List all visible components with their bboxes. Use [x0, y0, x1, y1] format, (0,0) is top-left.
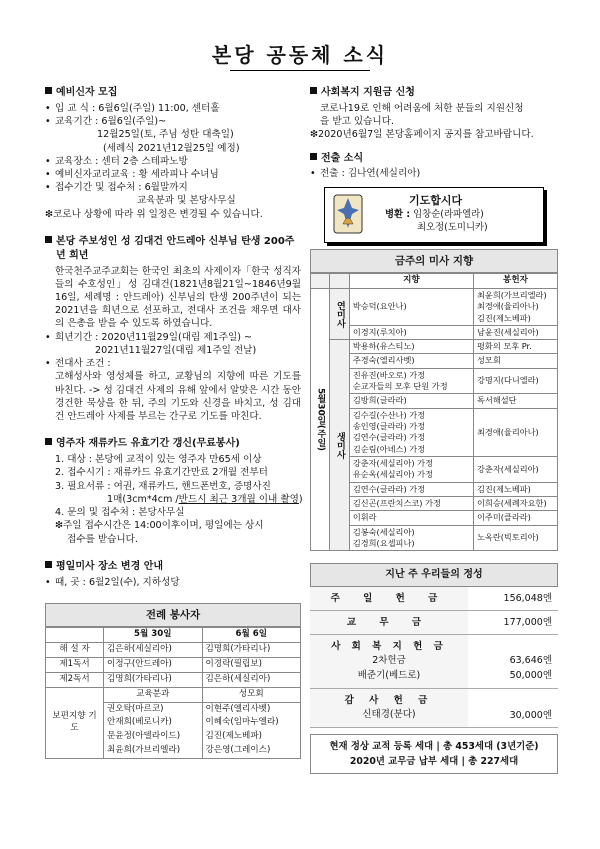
section-transfer: [310, 152, 558, 181]
table-cell: 제1독서: [46, 657, 104, 672]
offerer-cell: 성모회: [474, 354, 558, 368]
offering-table: [310, 587, 558, 728]
section-title: 영주자 재류카드 유효기간 갱신(무료봉사): [45, 437, 301, 451]
offering-value: 156,048엔: [468, 587, 558, 611]
offerer-cell: 노옥란(빅토리아): [474, 525, 558, 551]
registration-summary: 현재 정상 교적 등록 세대 | 총 453세대 (3년기준) 2020년 교무금 납부 세대 | 총 227세대: [310, 734, 558, 774]
prayer-names: 병환 : 임창순(라파엘라): [385, 208, 484, 220]
mass-date-cell: 5월30일(주일): [311, 288, 330, 550]
offerer-cell: 김진(제노베파): [474, 482, 558, 496]
offerer-cell: 강춘자(세실리아): [474, 456, 558, 482]
table-row: [310, 587, 558, 611]
section-welfare: [310, 86, 558, 142]
offerer-cell: 최경애(율리아나): [474, 408, 558, 456]
prayer-title: 기도합시다: [409, 193, 463, 207]
section-saint-jubilee: [45, 235, 301, 423]
intention-cell: 박승덕(요안나): [349, 288, 473, 325]
offerer-cell: 최윤희(가브리엘라) 최경애(율리아나) 김진(제노베파): [474, 288, 558, 325]
prayer-name: 최오정(도미니카): [417, 222, 488, 234]
intention-cell: 김신곤(프란치스코) 가정: [349, 496, 473, 510]
table-cell: 김은하(세실리아): [104, 643, 203, 658]
table-row: [311, 274, 558, 289]
table-title: 금주의 미사 지향: [310, 249, 558, 273]
table-row: [310, 635, 558, 689]
table-cell: 이정구(안드레아): [104, 657, 203, 672]
intention-cell: 진유진(바오로) 가정 순교자들의 모후 단원 가정: [349, 368, 473, 394]
table-header: 봉헌자: [474, 274, 558, 289]
offerer-cell: 강명지(다니엘라): [474, 368, 558, 394]
note: 접수를 받습니다.: [67, 533, 138, 545]
text-line: • 교육장소 : 센터 2층 스테파노방: [45, 155, 301, 168]
offering-label: 교 무 금: [310, 611, 468, 635]
text-line: 4. 문의 및 접수처 : 본당사무실: [55, 507, 185, 519]
text-line: • 전대사 조건 :: [45, 357, 301, 370]
table-row: [311, 288, 558, 325]
offering-label: 주 일 헌 금: [310, 587, 468, 611]
intention-cell: 이휘라: [349, 511, 473, 525]
intention-cell: 이경지(루치아): [349, 325, 473, 339]
intention-cell: 김연수(글라라) 가정: [349, 482, 473, 496]
text-line: 12월25일(토, 주님 성탄 대축일): [97, 129, 234, 141]
table-cell: 해 설 자: [46, 643, 104, 658]
offerer-cell: 이주미(클라라): [474, 511, 558, 525]
section-catechumen: [45, 86, 301, 221]
table-header: 6월 6일: [202, 628, 301, 643]
prayer-box: [324, 187, 544, 243]
text-line: • 예비신자교리교육 : 황 세라피나 수녀님: [45, 168, 301, 181]
offerer-cell: 이희승(세례자요한): [474, 496, 558, 510]
table-cell: 교육분과: [104, 687, 203, 702]
offering-value: 30,000엔: [468, 688, 558, 728]
intention-cell: 주경숙(엘리사벳): [349, 354, 473, 368]
square-bullet-icon: [310, 87, 317, 94]
table-row: [46, 672, 301, 687]
text-line: • 희년기간 : 2020년11월29일(대림 제1주일) ~: [45, 331, 301, 344]
text-line: 코로나19로 인해 어려움에 처한 분들의 지원신청: [320, 102, 524, 114]
square-bullet-icon: [45, 236, 52, 243]
left-column: [45, 86, 301, 759]
paragraph: 한국천주교주교회는 한국인 최초의 사제이자「한국 성직자들의 수호성인」성 김대건(1821년8월21일~1846년9월16일, 세례명 : 안드레아) 신부님의 탄생 200주년이 되는 2021년을 희년으로 선포하고, 전대사 조건을 채우면 대사의 은총을 받을 수 있도록 하였습니다.: [55, 265, 301, 330]
right-column: [310, 86, 558, 774]
text-line: 1. 대상 : 본당에 교적이 있는 영주자 만65세 이상: [55, 454, 262, 466]
text-line: • 입 교 식 : 6월6일(주일) 11:00, 센터홀: [45, 102, 301, 115]
offering-box: [310, 563, 558, 774]
text-line: 1매(3cm*4cm /반드시 최근 3개월 이내 촬영): [107, 493, 303, 505]
square-bullet-icon: [45, 87, 52, 94]
table-cell: 문윤정(아델라이드): [104, 730, 203, 744]
square-bullet-icon: [45, 561, 52, 568]
table-cell: 김진(제노베파): [202, 730, 301, 744]
table-cell: 보편지향 기 도: [46, 687, 104, 758]
mass-group-cell: 생미사: [330, 340, 349, 551]
text-line: 교육분과 및 본당사무실: [137, 195, 236, 207]
section-residence-card: [45, 437, 301, 545]
offerer-cell: 독서해설단: [474, 394, 558, 408]
mass-intention-box: [310, 249, 558, 552]
liturgy-table-box: [45, 603, 301, 759]
table-header: 5월 30일: [104, 628, 203, 643]
section-title: 예비신자 모집: [45, 86, 301, 100]
section-title: 평일미사 장소 변경 안내: [45, 560, 301, 574]
section-title: 전출 소식: [310, 152, 558, 166]
square-bullet-icon: [310, 153, 317, 160]
table-row: [46, 657, 301, 672]
table-row: [46, 628, 301, 643]
text-line: 3. 필요서류 : 여권, 재류카드, 핸드폰번호, 증명사진: [55, 480, 271, 492]
mass-intention-table: [310, 273, 558, 551]
table-row: [46, 643, 301, 658]
offering-value: 63,646엔 50,000엔: [468, 635, 558, 689]
table-cell: 김명희(가타리나): [104, 672, 203, 687]
paragraph: 고해성사와 영성체를 하고, 교황님의 지향에 따른 기도를 바친다. -> 성 김대건 사제의 유해 앞에서 알맞은 시간 동안 경건한 묵상을 한 뒤, 주의 기도와 신경을 바치고, 성 김대건 안드레아 사제를 부르는 간구로 기도를 마친다.: [55, 371, 301, 423]
table-cell: 이혜숙(임마누엘라): [202, 716, 301, 730]
text-line: • 교육기간 : 6월6일(주일)~: [45, 115, 301, 128]
section-title: 사회복지 지원금 신청: [310, 86, 558, 100]
praying-hands-icon: [333, 194, 363, 234]
table-cell: 성모회: [202, 687, 301, 702]
square-bullet-icon: [45, 438, 52, 445]
table-cell: 이현주(엘리사벳): [202, 702, 301, 716]
page-title: 본당 공동체 소식: [211, 43, 389, 67]
table-cell: 이경락(필립보): [202, 657, 301, 672]
table-cell: 김명희(가타리나): [202, 643, 301, 658]
section-title: 본당 주보성인 성 김대건 안드레아 신부님 탄생 200주년 희년: [45, 235, 301, 263]
offerer-cell: 남윤진(세실리아): [474, 325, 558, 339]
mass-group-cell: 연미사: [330, 288, 349, 339]
offerer-cell: 평화의 모후 Pr.: [474, 340, 558, 354]
offering-value: 177,000엔: [468, 611, 558, 635]
table-row: [311, 340, 558, 354]
note: ❇2020년6월7일 본당홈페이지 공지를 참고바랍니다.: [310, 129, 534, 141]
table-row: [310, 688, 558, 728]
offering-label: 사 회 복 지 헌 금 2차헌금 배준기(베드로): [310, 635, 468, 689]
table-cell: 김은하(세실리아): [202, 672, 301, 687]
intention-cell: 김방희(글라라): [349, 394, 473, 408]
text-line: 을 받고 있습니다.: [320, 116, 395, 128]
text-line: 2. 접수시기 : 재류카드 유효기간만료 2개월 전부터: [55, 467, 268, 479]
intention-cell: 박용하(유스티노): [349, 340, 473, 354]
table-row: [46, 687, 301, 702]
table-cell: 안재희(베로니카): [104, 716, 203, 730]
intention-cell: 강춘자(세실리아) 가정 유순옥(세실리아) 가정: [349, 456, 473, 482]
liturgy-table: [45, 627, 301, 759]
table-cell: 권오탁(마르코): [104, 702, 203, 716]
table-cell: 제2독서: [46, 672, 104, 687]
table-cell: 강은영(그레이스): [202, 744, 301, 758]
title-underline: [230, 70, 370, 71]
prayer-text: [385, 193, 488, 235]
text-line: • 전출 : 김나연(세실리아): [310, 167, 558, 180]
text-line: • 때, 곳 : 6월2일(수), 지하성당: [45, 576, 301, 589]
table-cell: 최윤희(가브리엘라): [104, 744, 203, 758]
intention-cell: 김수길(수산나) 가정 송인영(글라라) 가정 김연수(글라라) 가정 김순림(아녜스) 가정: [349, 408, 473, 456]
table-title: 지난 주 우리들의 정성: [310, 563, 558, 587]
note: ❇주일 접수시간은 14:00이후이며, 평일에는 상시: [55, 520, 264, 532]
text-line: • 접수기간 및 접수처 : 6월말까지: [45, 181, 301, 194]
section-weekday-mass: [45, 560, 301, 589]
intention-cell: 김봉숙(세실리아) 김경희(요셉피나): [349, 525, 473, 551]
text-line: (세례식 2021년12월25일 예정): [103, 142, 240, 154]
table-header: 지향: [349, 274, 473, 289]
table-row: [310, 611, 558, 635]
offering-label: 감 사 헌 금 신태경(분다): [310, 688, 468, 728]
table-title: 전례 봉사자: [45, 603, 301, 627]
note: ❇코로나 상황에 따라 위 일정은 변경될 수 있습니다.: [45, 208, 263, 220]
text-line: 2021년11월27일(대림 제1주일 전날): [95, 344, 257, 356]
